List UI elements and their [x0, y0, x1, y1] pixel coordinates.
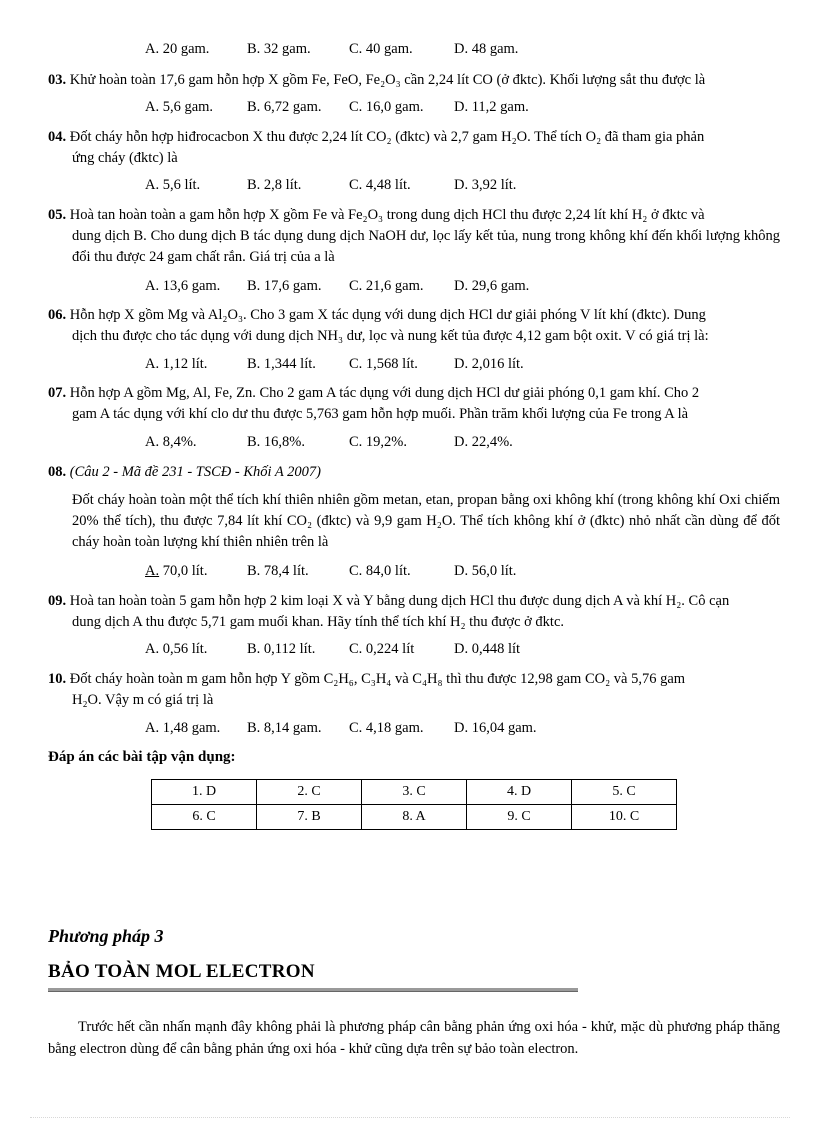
question-08: [48, 462, 780, 483]
q07-option-b: B. 16,8%.: [247, 434, 305, 450]
question-number: 07.: [48, 385, 67, 401]
q08-option-a-letter: A.: [145, 563, 160, 579]
q08-option-a-value: 70,0 lít.: [159, 563, 208, 579]
q06-option-c: C. 1,568 lít.: [349, 356, 418, 372]
page-bottom-divider: [30, 1117, 790, 1118]
intro-paragraph: Trước hết cần nhấn mạnh đây không phải là phương pháp cân bằng phản ứng oxi hóa - khử, mặc dù phương pháp thăng bằng electron dùng để cân bằng phản ứng oxi hóa - khử cũng dựa trên sự bảo toàn electron.: [48, 1019, 780, 1057]
q07-option-d: D. 22,4%.: [454, 434, 513, 450]
q08-option-d: D. 56,0 lít.: [454, 563, 517, 579]
question-09: [48, 591, 780, 633]
question-number: 04.: [48, 129, 67, 145]
q08-option-c: C. 84,0 lít.: [349, 563, 411, 579]
answer-cell: 4. D: [467, 780, 572, 805]
question-number: 08.: [48, 464, 67, 480]
answer-cell: 3. C: [362, 780, 467, 805]
question-text-line1: Đốt cháy hỗn hợp hiđrocacbon X thu được 2,24 lít CO₂ (đktc) và 2,7 gam H₂O. Thể tích O₂ đã tham gia phản: [69, 129, 705, 145]
question-05: [48, 205, 780, 268]
q02-option-a: A. 20 gam.: [145, 41, 210, 57]
answer-cell: 9. C: [467, 805, 572, 830]
answer-cell: 10. C: [572, 805, 677, 830]
question-text-line1: Đốt cháy hoàn toàn m gam hỗn hợp Y gồm C₂H₆, C₃H₄ và C₄H₈ thì thu được 12,98 gam CO₂ và 5,76 gam: [69, 671, 686, 687]
question-text-line2: ứng cháy (đktc) là: [72, 150, 178, 166]
q08-option-a: [145, 561, 207, 581]
q09-option-d: D. 0,448 lít: [454, 641, 521, 657]
question-number: 05.: [48, 207, 67, 223]
heading-rule: [48, 988, 578, 992]
question-08-body: [72, 490, 780, 553]
q05-option-a: A. 13,6 gam.: [145, 278, 221, 294]
q02-option-c: C. 40 gam.: [349, 41, 413, 57]
question-03: [48, 70, 780, 91]
question-07: [48, 383, 780, 425]
answer-cell: 5. C: [572, 780, 677, 805]
question-text-line1: Hỗn hợp X gồm Mg và Al₂O₃. Cho 3 gam X tác dụng với dung dịch HCl dư giải phóng V lít khí (đktc). Dung: [69, 307, 706, 323]
q08-option-b: B. 78,4 lít.: [247, 563, 309, 579]
q10-option-a: A. 1,48 gam.: [145, 720, 221, 736]
q06-option-a: A. 1,12 lít.: [145, 356, 208, 372]
method-heading: BẢO TOÀN MOL ELECTRON: [48, 961, 315, 982]
q05-option-c: C. 21,6 gam.: [349, 278, 424, 294]
table-row: [152, 805, 677, 830]
q04-option-b: B. 2,8 lít.: [247, 177, 302, 193]
answer-cell: 2. C: [257, 780, 362, 805]
q09-option-a: A. 0,56 lít.: [145, 641, 208, 657]
q05-option-d: D. 29,6 gam.: [454, 278, 530, 294]
q02-option-b: B. 32 gam.: [247, 41, 311, 57]
q10-option-b: B. 8,14 gam.: [247, 720, 322, 736]
q07-option-a: A. 8,4%.: [145, 434, 197, 450]
table-row: [152, 780, 677, 805]
q09-option-b: B. 0,112 lít.: [247, 641, 316, 657]
question-number: 10.: [48, 671, 67, 687]
answer-cell: 8. A: [362, 805, 467, 830]
question-06: [48, 305, 780, 347]
question-text-line1: Hoà tan hoàn toàn a gam hỗn hợp X gồm Fe và Fe₂O₃ trong dung dịch HCl thu được 2,24 lít khí H₂ ở đktc và: [69, 207, 705, 223]
q06-option-b: B. 1,344 lít.: [247, 356, 316, 372]
q09-option-c: C. 0,224 lít: [349, 641, 415, 657]
question-text-line2: dung dịch A thu được 5,71 gam muối khan. Hãy tính thể tích khí H₂ thu được ở đktc.: [72, 614, 565, 630]
question-text-line2: dịch thu được cho tác dụng với dung dịch NH₃ dư, lọc và nung kết tủa được 4,12 gam bột oxit. V có giá trị là:: [72, 328, 709, 344]
question-10: [48, 669, 780, 711]
q05-option-b: B. 17,6 gam.: [247, 278, 322, 294]
question-number: 06.: [48, 307, 67, 323]
question-number: 03.: [48, 72, 67, 88]
question-number: 09.: [48, 593, 67, 609]
question-source: (Câu 2 - Mã đề 231 - TSCĐ - Khối A 2007): [69, 464, 321, 480]
q06-option-d: D. 2,016 lít.: [454, 356, 524, 372]
q03-option-d: D. 11,2 gam.: [454, 99, 529, 115]
q07-option-c: C. 19,2%.: [349, 434, 407, 450]
q10-option-c: C. 4,18 gam.: [349, 720, 424, 736]
question-text-line1: Hỗn hợp A gồm Mg, Al, Fe, Zn. Cho 2 gam A tác dụng với dung dịch HCl dư giải phóng 0,1 gam khí. Cho 2: [69, 385, 700, 401]
q03-option-c: C. 16,0 gam.: [349, 99, 424, 115]
q03-option-a: A. 5,6 gam.: [145, 99, 214, 115]
question-04: [48, 127, 780, 169]
q10-option-d: D. 16,04 gam.: [454, 720, 537, 736]
q04-option-d: D. 3,92 lít.: [454, 177, 517, 193]
question-text: Khử hoàn toàn 17,6 gam hỗn hợp X gồm Fe, FeO, Fe₂O₃ cần 2,24 lít CO (ở đktc). Khối lượng sắt thu được là: [69, 72, 706, 88]
question-text-line1: Hoà tan hoàn toàn 5 gam hỗn hợp 2 kim loại X và Y bằng dung dịch HCl thu được dung dịch A và khí H₂. Cô cạn: [69, 593, 730, 609]
answer-cell: 1. D: [152, 780, 257, 805]
question-text-line2: H₂O. Vậy m có giá trị là: [72, 692, 214, 708]
q02-option-d: D. 48 gam.: [454, 41, 519, 57]
q04-option-a: A. 5,6 lít.: [145, 177, 201, 193]
q04-option-c: C. 4,48 lít.: [349, 177, 411, 193]
question-text-rest: dung dịch B. Cho dung dịch B tác dụng dung dịch NaOH dư, lọc lấy kết tủa, nung trong không khí đến khối lượng không đổi thu được 24 gam chất rắn. Giá trị của a là: [72, 228, 780, 265]
answers-title: Đáp án các bài tập vận dụng:: [48, 749, 236, 765]
answer-cell: 6. C: [152, 805, 257, 830]
method-title: Phương pháp 3: [48, 926, 164, 946]
question-text-line2: gam A tác dụng với khí clo dư thu được 5,763 gam hỗn hợp muối. Phần trăm khối lượng của Fe trong A là: [72, 406, 689, 422]
answers-table: [151, 779, 677, 830]
q03-option-b: B. 6,72 gam.: [247, 99, 322, 115]
answer-cell: 7. B: [257, 805, 362, 830]
question-text: Đốt cháy hoàn toàn một thể tích khí thiên nhiên gồm metan, etan, propan bằng oxi không khí (trong không khí Oxi chiếm 20% thể tích), thu được 7,84 lít khí CO₂ (đktc) và 9,9 gam H₂O. Thể tích không khí ở (đktc) nhỏ nhất cần dùng để đốt cháy hoàn toàn lượng khí thiên nhiên trên là: [72, 492, 780, 550]
